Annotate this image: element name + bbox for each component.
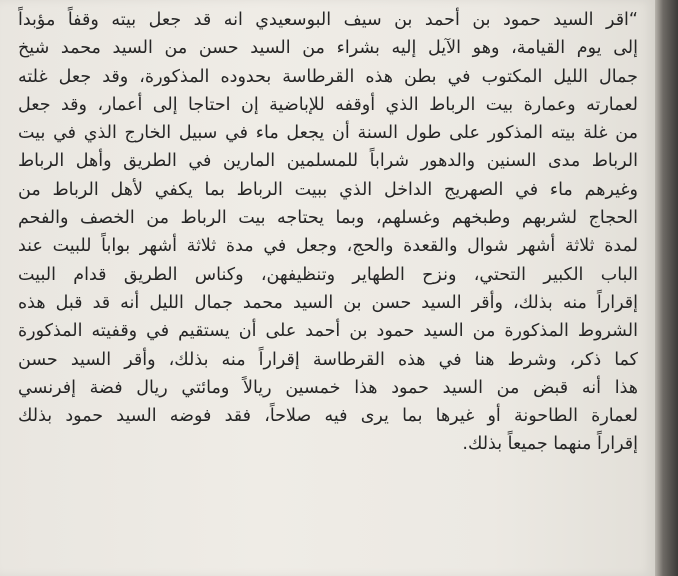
text-line: لعمارته وعمارة بيت الرباط الذي أوقفه للإباضية إن احتاجا إلى أعمار، وقد جعل (18, 94, 638, 115)
text-line: لمدة ثلاثة أشهر شوال والقعدة والحج، وجعل في مدة ثلاثة أشهر بواباً للبيت عند (18, 236, 638, 257)
text-line: الرباط مدى السنين والدهور شراباً للمسلمين المارين في الطريق وأهل الرباط (18, 151, 638, 172)
text-line: من غلة بيته المذكور على طول السنة أن يجعل ماء في سبيل الخارج الذي في بيت (18, 123, 638, 144)
text-line: وغيرهم ماء في الصهريج الداخل الذي ببيت الرباط بما يكفي لأهل الرباط من (18, 179, 638, 200)
text-line: إلى يوم القيامة، وهو الآيل إليه بشراء من السيد حسن من السيد محمد شيخ (18, 38, 638, 59)
text-line: إقراراً منه بذلك، وأقر السيد حسن بن السيد محمد جمال الليل أنه قد قبل هذه (18, 292, 638, 313)
page-edge-shadow (655, 0, 678, 576)
text-line: الحجاج لشربهم وطبخهم وغسلهم، وبما يحتاجه بيت الرباط من الخصف والفحم (18, 208, 638, 229)
text-line: جمال الليل المكتوب في بطن هذه القرطاسة بحدوده المذكورة، وقد جعل غلته (18, 66, 638, 87)
text-line: لعمارة الطاحونة أو غيرها بما يرى فيه صلاحاً، فقد فوضه السيد حمود بذلك (18, 406, 638, 427)
text-line: الباب الكبير التحتي، ونزح الطهاير وتنظيفهن، وكناس الطريق قدام البيت (18, 264, 638, 285)
text-line: هذا أنه قبض من السيد حمود هذا خمسين ريالاً ومائتي ريال فضة إفرنسي (18, 377, 638, 398)
text-line: الشروط المذكورة من السيد حمود بن أحمد على أن يستقيم في وقفيته المذكورة (18, 321, 638, 342)
text-line: “اقر السيد حمود بن أحمد بن سيف البوسعيدي انه قد جعل بيته وقفاً مؤبداً (18, 10, 638, 30)
document-body (18, 6, 638, 459)
text-line: إقراراً منهما جميعاً بذلك. (462, 434, 638, 455)
text-line: كما ذكر، وشرط هنا في هذه القرطاسة إقراراً منه بذلك، وأقر السيد حسن (18, 349, 638, 370)
